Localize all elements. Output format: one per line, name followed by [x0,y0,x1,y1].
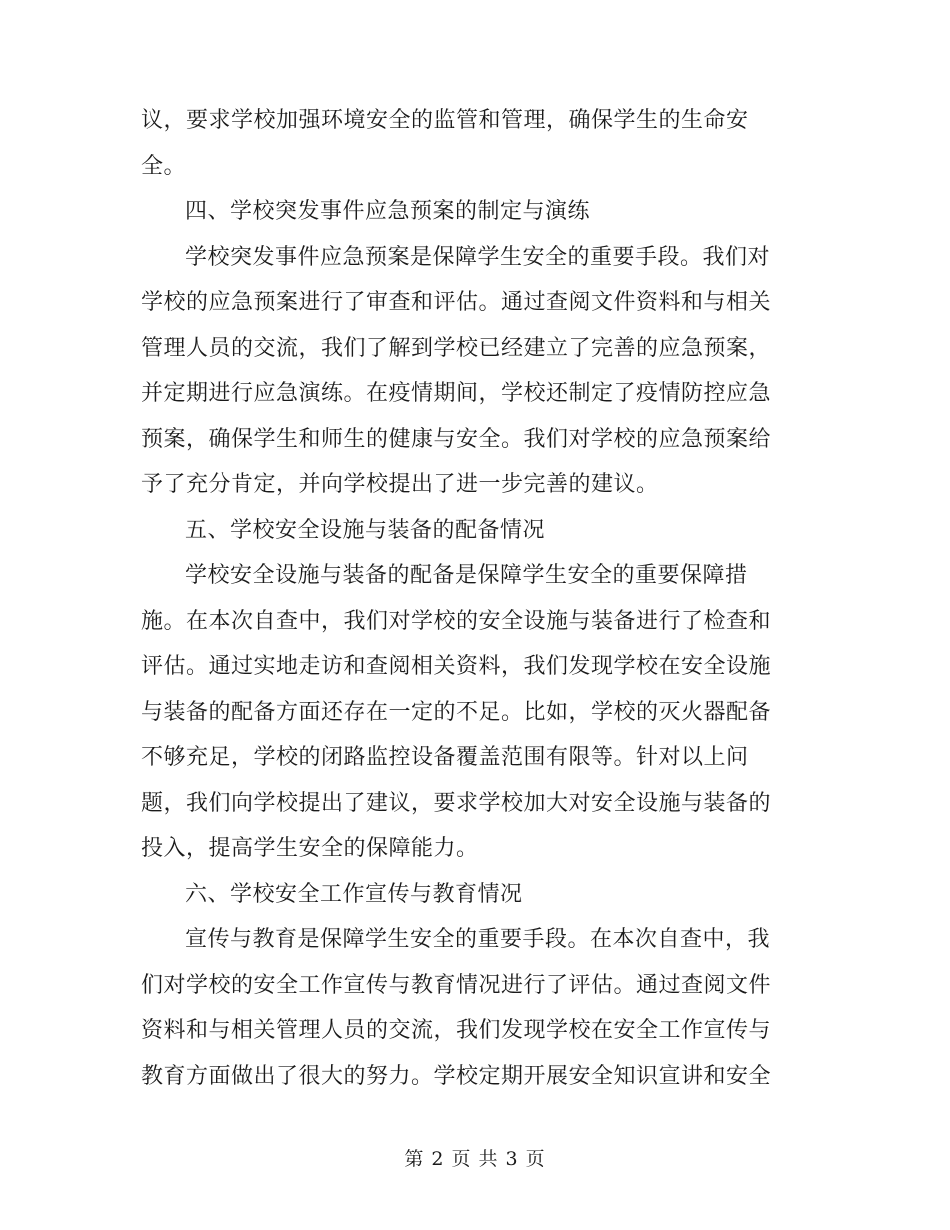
text-line: 宣传与教育是保障学生安全的重要手段。在本次自查中，我 [185,927,771,952]
text-line: 五、学校安全设施与装备的配备情况 [185,517,546,543]
text-line: 施。在本次自查中，我们对学校的安全设施与装备进行了检查和 [141,608,772,634]
text-line: 教育方面做出了很大的努力。学校定期开展安全知识宣讲和安全 [141,1063,772,1089]
page-footer: 第 2 页 共 3 页 [404,1148,546,1170]
text-line: 六、学校安全工作宣传与教育情况 [185,881,523,907]
text-line: 题，我们向学校提出了建议，要求学校加大对安全设施与装备的 [141,790,772,816]
text-line: 投入，提高学生安全的保障能力。 [141,836,479,861]
text-line: 予了充分肯定，并向学校提出了进一步完善的建议。 [141,472,659,497]
text-line: 不够充足，学校的闭路监控设备覆盖范围有限等。针对以上问 [141,745,749,770]
text-line: 学校安全设施与装备的配备是保障学生安全的重要保障措 [185,563,748,588]
text-line: 与装备的配备方面还存在一定的不足。比如，学校的灭火器配备 [141,699,772,725]
text-line: 管理人员的交流，我们了解到学校已经建立了完善的应急预案， [141,335,772,361]
text-line: 们对学校的安全工作宣传与教育情况进行了评估。通过查阅文件 [141,972,772,998]
text-line: 全。 [141,153,187,179]
text-line: 预案，确保学生和师生的健康与安全。我们对学校的应急预案给 [141,426,772,452]
document-body [141,98,806,1099]
text-line: 议，要求学校加强环境安全的监管和管理，确保学生的生命安 [141,108,749,133]
text-line: 四、学校突发事件应急预案的制定与演练 [185,199,591,224]
text-line: 资料和与相关管理人员的交流，我们发现学校在安全工作宣传与 [141,1018,772,1043]
text-line: 评估。通过实地走访和查阅相关资料，我们发现学校在安全设施 [141,654,772,679]
text-line: 并定期进行应急演练。在疫情期间，学校还制定了疫情防控应急 [141,381,772,406]
text-line: 学校突发事件应急预案是保障学生安全的重要手段。我们对 [185,244,771,270]
text-line: 学校的应急预案进行了审查和评估。通过查阅文件资料和与相关 [141,290,772,315]
